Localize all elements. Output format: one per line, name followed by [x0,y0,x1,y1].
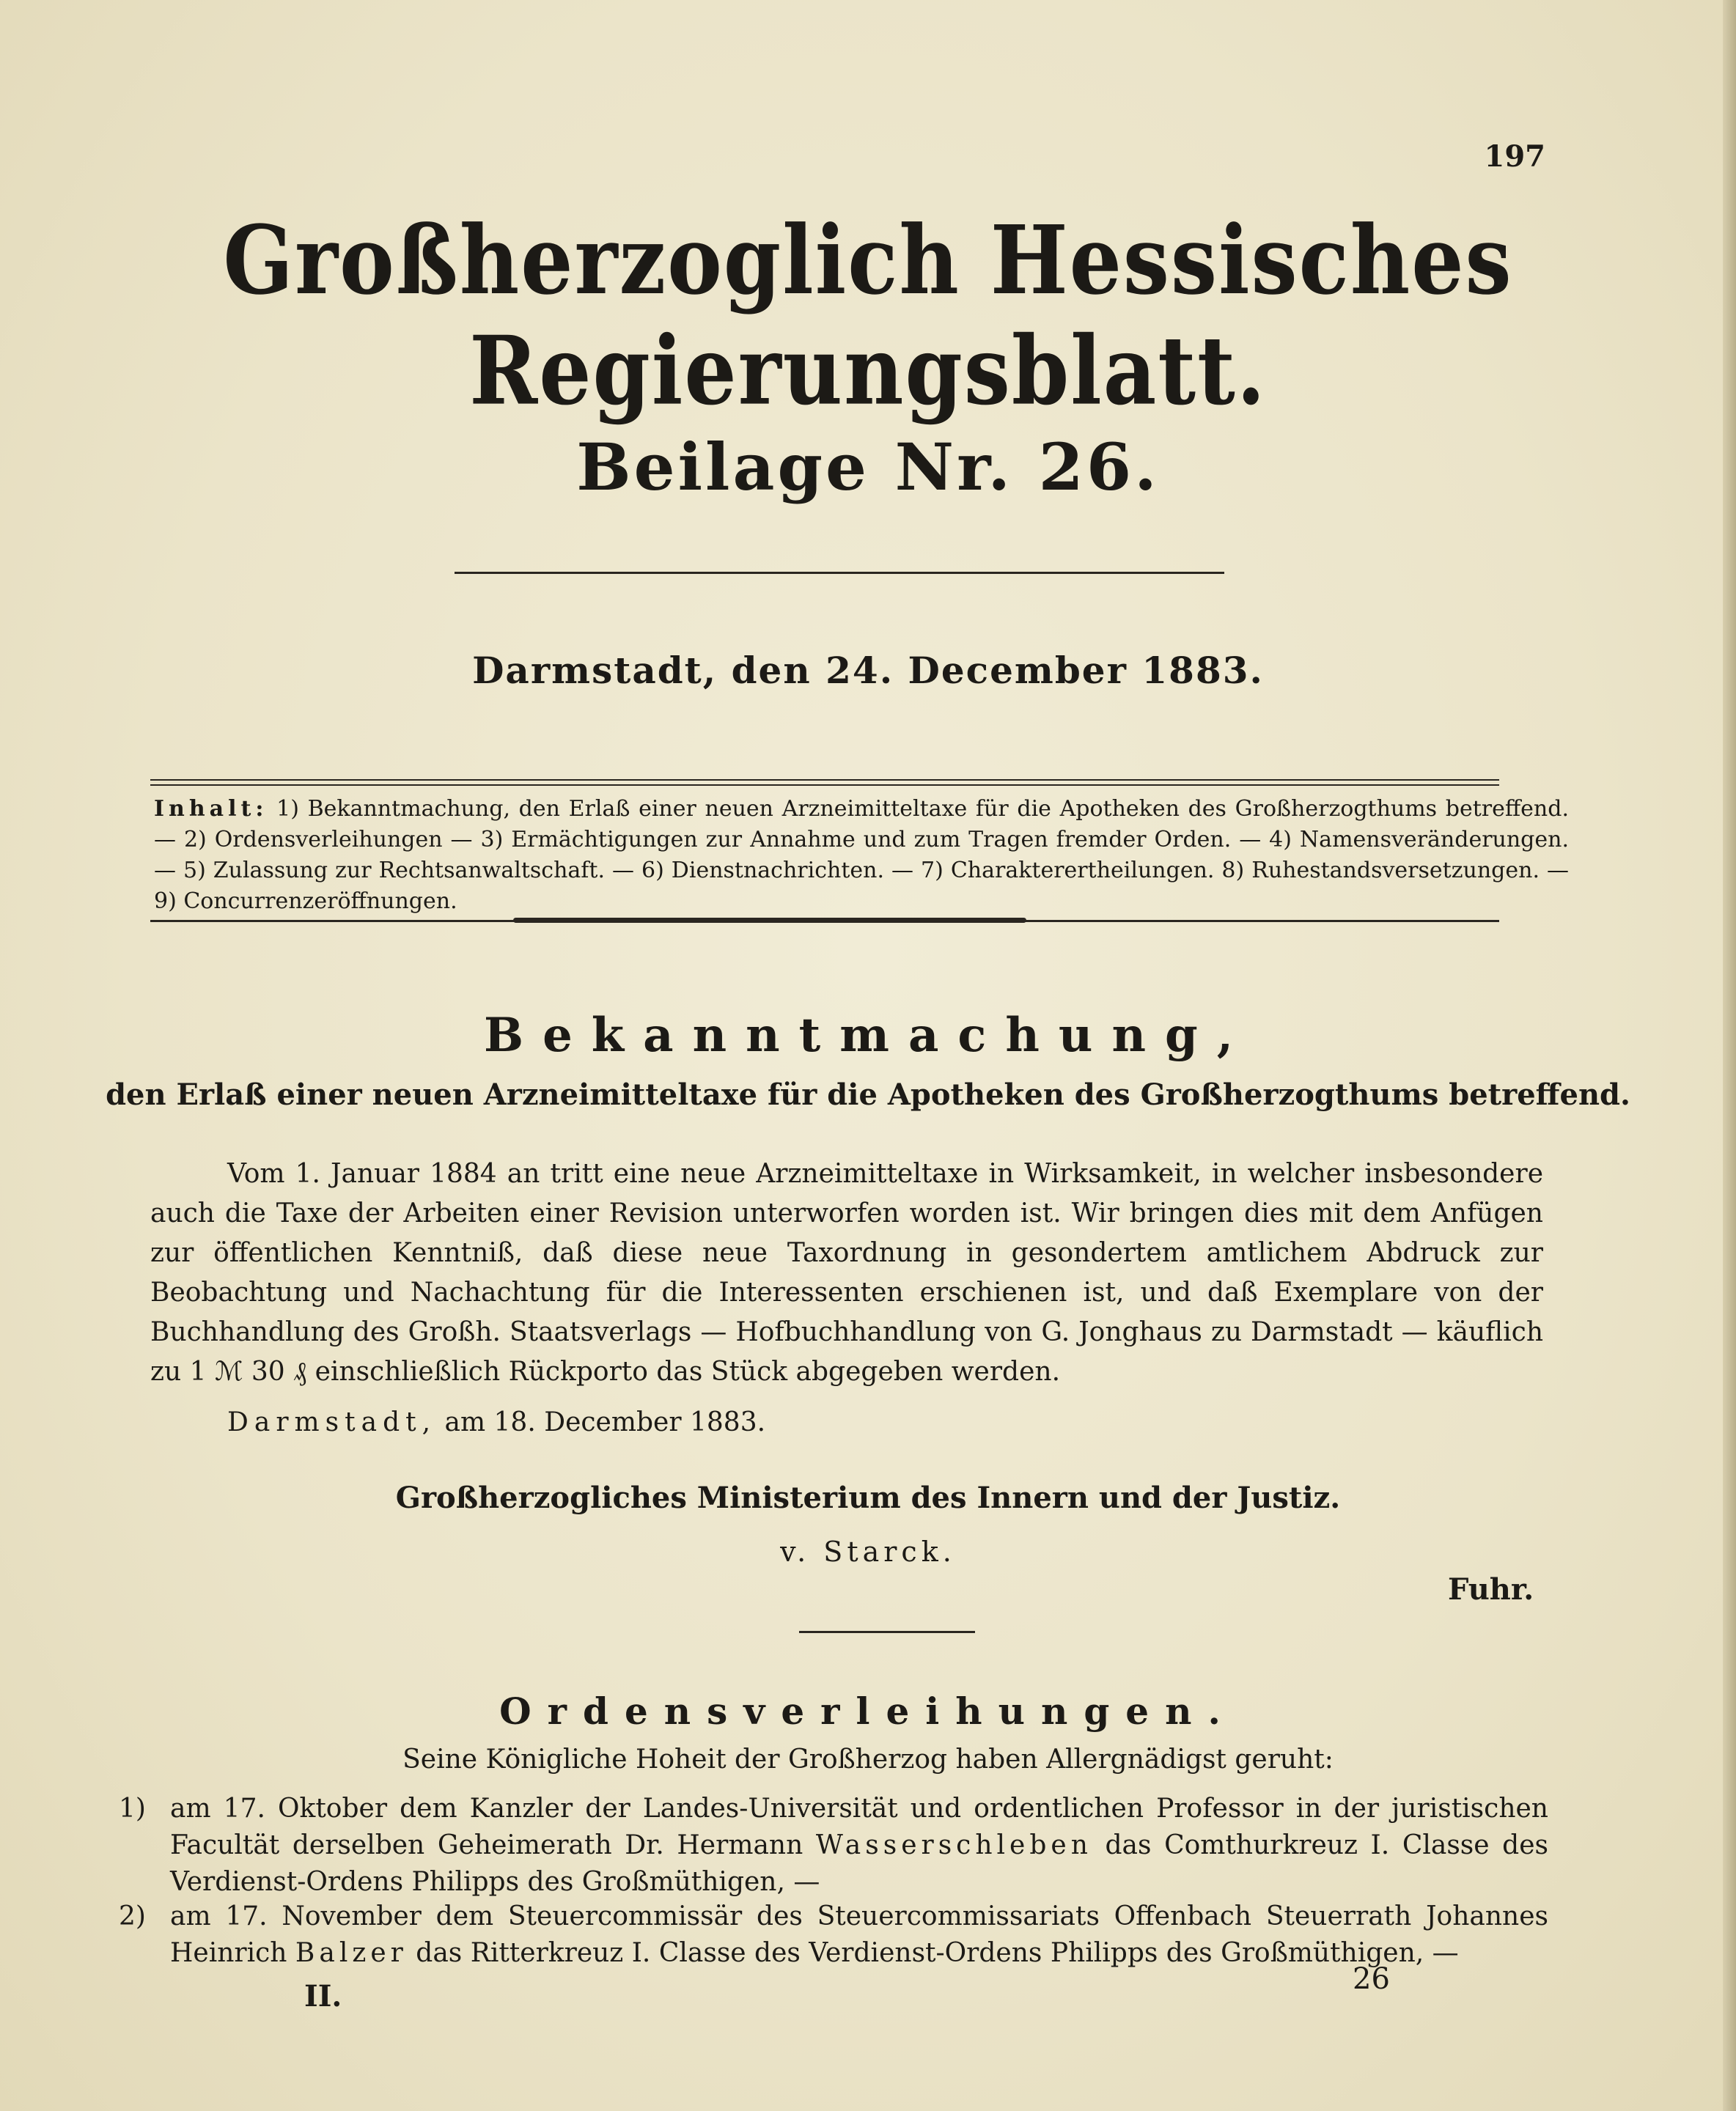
place: Darmstadt, [227,1407,437,1437]
sheet-number: 26 [1353,1962,1390,1996]
item-name: Wasserschleben [815,1830,1092,1860]
item-text-before: am 17. November dem Steuercommissär des Steuercommissariats Offenbach Steuerrath Johannes Heinrich [170,1901,1548,1968]
contents-rule-top [150,779,1499,781]
signer: v. Starck. [780,1536,956,1568]
supplement-number: Beilage Nr. 26. [576,429,1160,505]
table-of-contents [154,794,1569,917]
orders-intro: Seine Königliche Hoheit der Großherzog haben Allergnädigst geruht: [402,1745,1334,1775]
announcement-body: Vom 1. Januar 1884 an tritt eine neue Arzneimitteltaxe in Wirksamkeit, in welcher insbesondere auch die Taxe der Arbeiten einer Revision unterworfen worden ist. Wir bringen dies mit dem Anfügen zur öffentlichen Kenntniß, daß diese neue Taxordnung in gesondertem amtlichem Abdruck zur Beobachtung und Nachachtung für die Interessenten erschienen ist, und daß Exemplare von der Buchhandlung des Großh. Staatsverlags — Hofbuchhandlung von G. Jonghaus zu Darmstadt — käuflich zu 1 ℳ 30 ₰ einschließlich Rückporto das Stück abgegeben werden. [150,1159,1543,1387]
orders-heading: Ordensverleihungen. [499,1690,1237,1733]
masthead-title: Großherzoglich Hessisches Regierungsblatt. [223,205,1513,427]
item-text-after: das Ritterkreuz I. Classe des Verdienst-Ordens Philipps des Großmüthigen, — [416,1938,1459,1968]
place-date-line [227,1407,765,1437]
contents-rule-top-double [150,784,1499,786]
divider-rule [455,572,1224,574]
page-number: 197 [1484,139,1545,174]
short-divider [799,1631,975,1633]
sheet-mark: II. [304,1979,342,2014]
ministry-signature: Großherzogliches Ministerium des Innern und der Justiz. [395,1481,1341,1515]
dateline: Darmstadt, den 24. December 1883. [472,649,1264,692]
countersigner: Fuhr. [1448,1572,1534,1607]
item-number: 2) [119,1901,146,1931]
list-item [119,1791,1549,1901]
list-item [119,1898,1548,1972]
date: am 18. December 1883. [444,1407,766,1437]
item-text-before: am 17. Oktober dem Kanzler der Landes-Universität und ordentlichen Professor in der juristischen Facultät derselben Geheimerath Dr. Hermann [170,1794,1548,1860]
announcement-heading: Bekanntmachung, [483,1008,1253,1063]
contents-text: 1) Bekanntmachung, den Erlaß einer neuen Arzneimitteltaxe für die Apotheken des Großherzogthums betreffend. — 2) Ordensverleihungen — 3) Ermächtigungen zur Annahme und zum Tragen fremder Orden. — 4) Namensveränderungen. — 5) Zulassung zur Rechtsanwaltschaft. — 6) Dienstnachrichten. — 7) Charakterertheilungen. 8) Ruhestandsversetzungen. — 9) Concurrenzeröffnungen. [154,796,1569,914]
announcement-subheading: den Erlaß einer neuen Arzneimitteltaxe für die Apotheken des Großherzogthums betreffend. [106,1077,1630,1112]
section-rule-thick [513,918,1026,923]
item-text-after: das Comthurkreuz I. Classe des Verdienst-Ordens Philipps des Großmüthigen, — [170,1830,1549,1897]
item-number: 1) [119,1794,146,1824]
item-name: Balzer [295,1938,408,1968]
contents-label: Inhalt: [154,796,268,822]
